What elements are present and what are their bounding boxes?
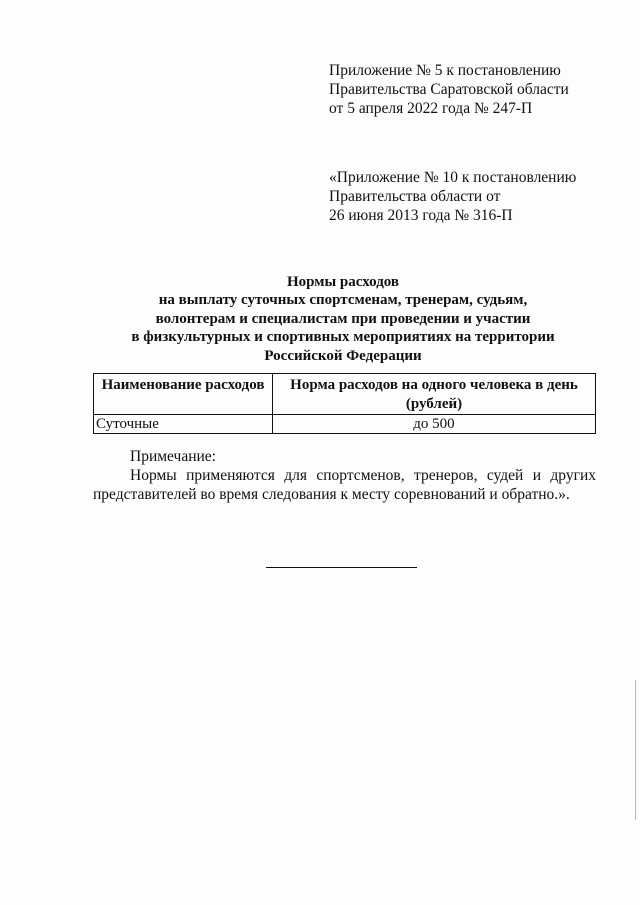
title-line: Российской Федерации xyxy=(264,347,422,364)
document-title xyxy=(90,273,596,365)
column-header-norm: Норма расходов на одного человека в день (рублей) xyxy=(273,374,596,415)
approval-line: Приложение № 5 к постановлению xyxy=(329,62,561,79)
note-label: Примечание: xyxy=(130,448,216,465)
title-line: Нормы расходов xyxy=(286,274,400,290)
approval-line: Правительства Саратовской области xyxy=(329,81,569,98)
column-header-expense: Наименование расходов xyxy=(94,374,273,415)
table-cell-norm: до 500 xyxy=(273,415,596,434)
scan-edge-mark xyxy=(635,680,636,820)
table-cell-expense: Суточные xyxy=(94,415,273,434)
norms-table xyxy=(93,373,596,434)
annex-line: «Приложение № 10 к постановлению xyxy=(329,169,577,186)
annex-line: 26 июня 2013 года № 316-П xyxy=(329,207,513,224)
annex-reference xyxy=(329,168,576,225)
title-line: на выплату суточных спортсменам, тренерам, судьям, xyxy=(158,292,528,309)
approval-reference xyxy=(329,61,569,118)
table-header-row xyxy=(94,374,596,415)
note-text: Нормы применяются для спортсменов, тренеров, судей и других представителей во время следования к месту соревнований и обратно.». xyxy=(93,467,596,503)
title-line: в физкультурных и спортивных мероприятиях на территории xyxy=(131,329,555,346)
title-line: волонтерам и специалистам при проведении и участии xyxy=(155,310,531,327)
closing-rule xyxy=(266,567,417,568)
annex-line: Правительства области от xyxy=(329,188,501,205)
approval-line: от 5 апреля 2022 года № 247-П xyxy=(329,100,533,117)
table-row xyxy=(94,415,596,434)
